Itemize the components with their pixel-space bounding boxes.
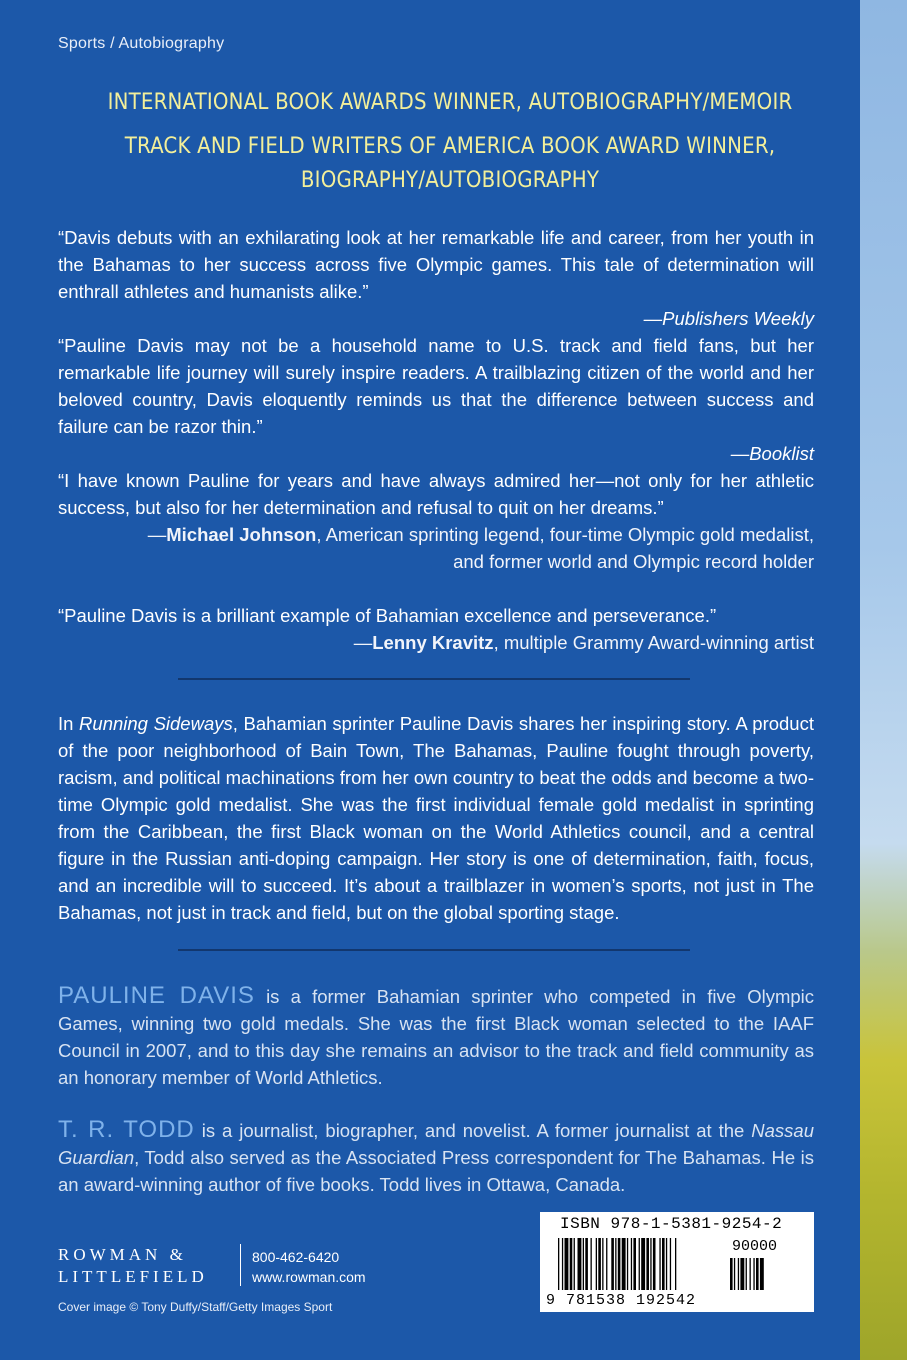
award-line-2 bbox=[40, 130, 860, 198]
publisher-logo-line1: ROWMAN & bbox=[58, 1245, 187, 1264]
cover-photo-edge bbox=[860, 0, 907, 1360]
blurb-michael-johnson-source bbox=[148, 521, 814, 575]
source-description-line2: and former world and Olympic record holder bbox=[453, 551, 814, 572]
book-description bbox=[58, 710, 814, 926]
award-line-2b: BIOGRAPHY/AUTOBIOGRAPHY bbox=[300, 168, 600, 193]
barcode-box bbox=[540, 1212, 814, 1312]
book-title: Running Sideways bbox=[79, 713, 233, 734]
cover-credit: Cover image © Tony Duffy/Staff/Getty Images Sport bbox=[58, 1300, 333, 1314]
divider-rule bbox=[178, 949, 690, 951]
publisher-logo-line2: LITTLEFIELD bbox=[58, 1267, 208, 1286]
source-name: Lenny Kravitz bbox=[372, 632, 494, 653]
publisher-website: www.rowman.com bbox=[252, 1269, 366, 1285]
award-line-2a: TRACK AND FIELD WRITERS OF AMERICA BOOK AWARD WINNER, bbox=[124, 134, 776, 159]
blurb-quote: “I have known Pauline for years and have always admired her—not only for her athletic success, but also for her determination and refusal to quit on her dreams.” bbox=[58, 470, 814, 518]
isbn-text: ISBN 978-1-5381-9254-2 bbox=[560, 1215, 783, 1233]
blurb-quote: “Pauline Davis may not be a household name to U.S. track and field fans, but her remarkable life journey will surely inspire readers. A trailblazing citizen of the world and her beloved country, Davis eloquently reminds us that the difference between success and failure can be razor thin.” bbox=[58, 335, 814, 437]
award-line-1: INTERNATIONAL BOOK AWARDS WINNER, AUTOBIOGRAPHY/MEMOIR bbox=[107, 90, 793, 115]
author-bio-pauline-davis bbox=[58, 982, 814, 1091]
blurb-lenny-kravitz bbox=[58, 602, 814, 629]
author-name: PAULINE DAVIS bbox=[58, 982, 255, 1009]
author-bio-text: is a journalist, biographer, and novelist. A former journalist at the bbox=[194, 1120, 752, 1141]
dash: — bbox=[147, 524, 167, 545]
price-code: 90000 bbox=[732, 1238, 778, 1255]
publisher-divider bbox=[240, 1244, 241, 1286]
author-bio-text: , Todd also served as the Associated Press correspondent for The Bahamas. He is an award-winning author of five books. Todd lives in Ottawa, Canada. bbox=[58, 1147, 814, 1195]
publisher-contact bbox=[252, 1247, 366, 1287]
blurb-source: —Booklist bbox=[730, 443, 814, 464]
author-bio-tr-todd bbox=[58, 1116, 814, 1198]
publisher-phone: 800-462-6420 bbox=[252, 1249, 340, 1265]
source-description: , American sprinting legend, four-time Olympic gold medalist, bbox=[316, 524, 814, 545]
newspaper-title: Nassau Guardian bbox=[58, 1120, 814, 1168]
blurb-source: —Publishers Weekly bbox=[643, 308, 814, 329]
source-description: , multiple Grammy Award-winning artist bbox=[493, 632, 814, 653]
author-bio-text: is a former Bahamian sprinter who competed in five Olympic Games, winning two gold medals. She was the first Black woman selected to the IAAF Council in 2007, and to this day she remains an advisor to the track and field community as an honorary member of World Athletics. bbox=[58, 986, 814, 1088]
blurb-publishers-weekly bbox=[58, 224, 814, 332]
description-body: , Bahamian sprinter Pauline Davis shares her inspiring story. A product of the poor neighborhood of Bain Town, The Bahamas, Pauline fought through poverty, racism, and political machinations from her own country to beat the odds and become a two-time Olympic gold medalist. She was the first individual female gold medalist in sprinting from the Caribbean, the first Black woman on the World Athletics council, and a central figure in the Russian anti-doping campaign. Her story is one of determination, faith, focus, and an incredible will to succeed. It’s about a trailblazer in women’s sports, not just in The Bahamas, not just in track and field, but on the global sporting stage. bbox=[58, 713, 814, 923]
category-label: Sports / Autobiography bbox=[58, 35, 225, 52]
blurb-quote: “Pauline Davis is a brilliant example of Bahamian excellence and perseverance.” bbox=[58, 605, 717, 626]
author-name: T. R. TODD bbox=[58, 1116, 195, 1143]
ean-number: 9 781538 192542 bbox=[546, 1292, 697, 1309]
blurb-quote: “Davis debuts with an exhilarating look at her remarkable life and career, from her youth in the Bahamas to her success across five Olympic games. This tale of determination will enthrall athletes and humanists alike.” bbox=[58, 227, 814, 302]
blurb-lenny-kravitz-source bbox=[354, 629, 814, 656]
blurb-michael-johnson bbox=[58, 467, 814, 521]
divider-rule bbox=[178, 678, 690, 680]
description-lead: In bbox=[58, 713, 80, 734]
dash: — bbox=[353, 632, 373, 653]
source-name: Michael Johnson bbox=[166, 524, 317, 545]
publisher-logo bbox=[58, 1245, 208, 1287]
blurb-booklist bbox=[58, 332, 814, 467]
